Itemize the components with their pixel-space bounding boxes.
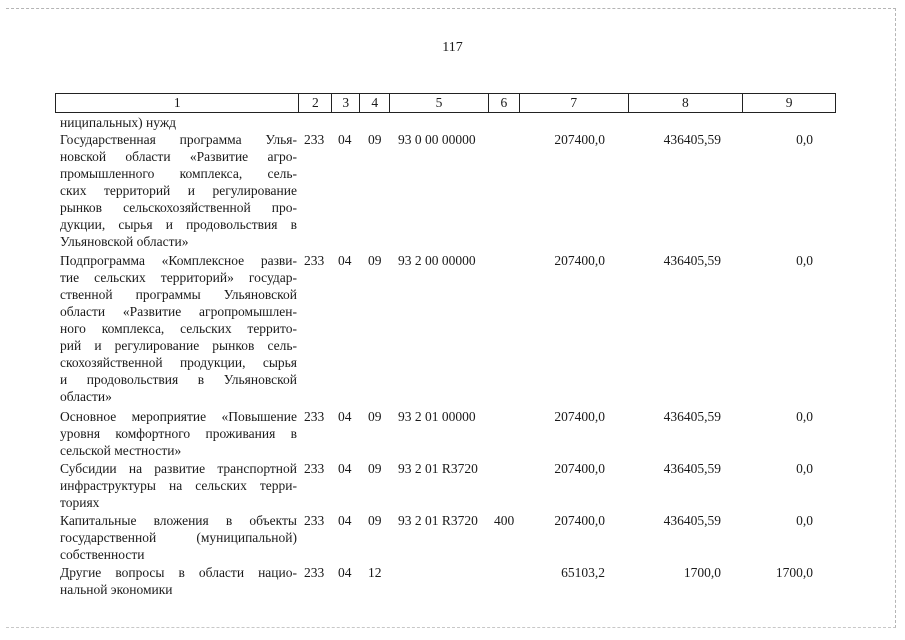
row-name-line: промышленного комплекса, сель- [60,166,297,181]
row-name [60,564,297,598]
page-number: 117 [442,40,463,55]
row-cell-c2: 233 [304,253,325,269]
header-col-4: 4 [359,94,389,112]
row-name-line: новской области «Развитие агро- [60,149,297,164]
row-cell-c7: 207400,0 [554,408,605,424]
row-name-line: тие сельских территорий» государ- [60,270,297,286]
row-name-line: инфраструктуры на сельских терри- [60,477,297,493]
row-cell-c3: 04 [338,564,352,580]
row-name-line: Основное мероприятие «Повышение [60,408,297,424]
row-cell-c5: 93 2 01 R3720 [398,460,478,476]
row-cell-c8: 436405,59 [663,512,721,528]
row-name [60,131,297,250]
header-col-7: 7 [519,94,628,112]
row-name-line: Субсидии на развитие транспортной [60,460,297,476]
header-col-1: 1 [173,95,181,110]
row-name-line: Ульяновской области» [60,234,189,249]
row-cell-c7: 207400,0 [554,253,605,269]
row-name-line: области» [60,389,112,405]
row-name-line: скохозяйственной продукции, сырья [60,355,297,371]
row-name-line: собственности [60,546,145,562]
row-name-line: ских территорий и регулирование [60,183,297,198]
row-name-line: нальной экономики [60,581,173,597]
row-cell-c3: 04 [338,512,352,528]
row-name-line: рынков сельскохозяйственной про- [60,200,297,215]
row-name [60,460,297,511]
row-name-line: рий и регулирование рынков сель- [60,338,297,354]
row-cell-c7: 207400,0 [554,460,605,476]
row-cell-c9: 0,0 [796,132,813,147]
row-cell-c5: 93 2 01 R3720 [398,512,478,528]
row-name-line: уровня комфортного проживания в [60,425,297,441]
row-cell-c4: 09 [368,460,382,476]
header-col-8: 8 [628,94,743,112]
row-name-line: государственной (муниципальной) [60,529,297,545]
row-cell-c3: 04 [338,460,352,476]
row-cell-c5: 93 0 00 00000 [398,132,476,147]
row-name-line: сельской местности» [60,442,182,458]
row-cell-c5: 93 2 00 00000 [398,253,476,269]
row-name-line: ториях [60,494,100,510]
row-cell-c7: 65103,2 [561,564,605,580]
row-cell-c8: 436405,59 [663,408,721,424]
row-cell-c2: 233 [304,132,325,147]
row-cell-c9: 0,0 [796,512,813,528]
header-col-6: 6 [488,94,519,112]
header-col-2: 2 [298,94,331,112]
row-cell-c2: 233 [304,512,325,528]
row-cell-c4: 09 [368,512,382,528]
row-cell-c7: 207400,0 [554,132,605,147]
row-cell-c9: 1700,0 [775,564,813,580]
continuation-text: ниципальных) нужд [60,115,177,130]
row-cell-c8: 1700,0 [683,564,721,580]
row-cell-c3: 04 [338,408,352,424]
row-name-line: дукции, сырья и продовольствия в [60,217,297,232]
row-name-line: Подпрограмма «Комплексное разви- [60,253,297,269]
row-cell-c2: 233 [304,408,325,424]
row-name-line: Государственная программа Улья- [60,132,297,147]
row-cell-c2: 233 [304,564,325,580]
row-cell-c9: 0,0 [796,460,813,476]
row-cell-c3: 04 [338,132,352,147]
row-cell-c3: 04 [338,253,352,269]
header-col-5: 5 [389,94,488,112]
row-cell-c7: 207400,0 [554,512,605,528]
row-name-line: области «Развитие агропромышлен- [60,304,297,320]
row-cell-c8: 436405,59 [663,460,721,476]
row-cell-c8: 436405,59 [663,253,721,269]
row-cell-c4: 09 [368,408,382,424]
table-header-row [55,93,836,113]
row-name-line: Другие вопросы в области нацио- [60,564,297,580]
row-cell-c6: 400 [494,512,515,528]
row-name-line: ного комплекса, сельских террито- [60,321,297,337]
row-cell-c4: 09 [368,253,382,269]
row-cell-c4: 12 [368,564,382,580]
row-name-line: Капитальные вложения в объекты [60,512,297,528]
row-cell-c9: 0,0 [796,253,813,269]
row-name [60,512,297,563]
row-cell-c9: 0,0 [796,408,813,424]
row-name [60,408,297,459]
row-cell-c2: 233 [304,460,325,476]
header-col-9: 9 [742,94,835,112]
row-cell-c5: 93 2 01 00000 [398,408,476,424]
row-cell-c8: 436405,59 [663,132,721,147]
row-name-line: и продовольствия в Ульяновской [60,372,297,388]
row-cell-c4: 09 [368,132,382,147]
header-col-3: 3 [331,94,359,112]
row-name-line: ственной программы Ульяновской [60,287,297,303]
row-name [60,252,297,405]
